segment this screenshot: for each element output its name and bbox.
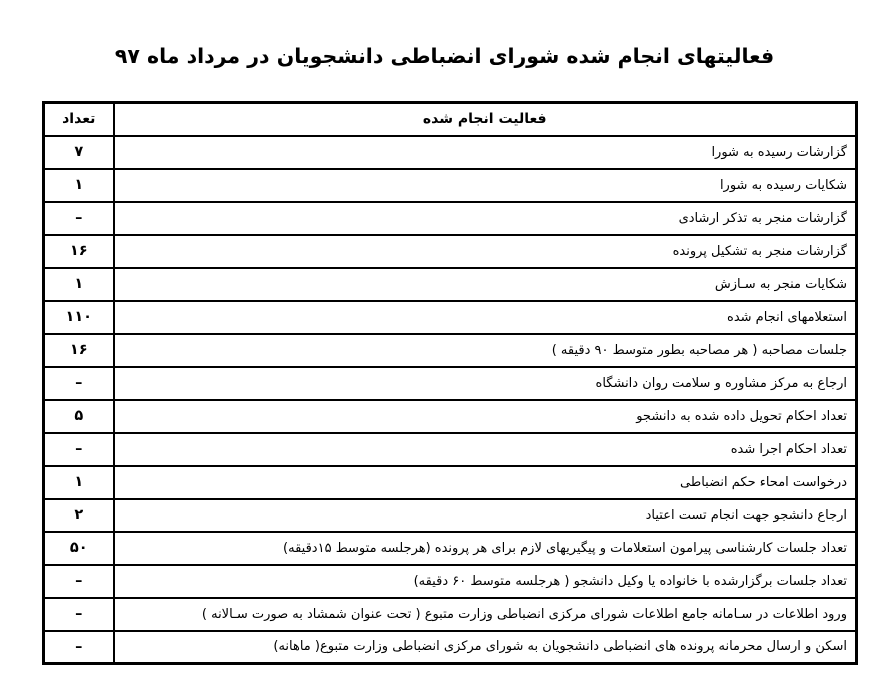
- activity-cell: اسکن و ارسال محرمانه پرونده های انضباطی دانشجویان به شورای مرکزی انضباطی وزارت متبوع( ماهانه): [114, 631, 857, 664]
- table-row: [44, 367, 857, 400]
- activity-cell: تعداد احکام تحویل داده شده به دانشجو: [114, 400, 857, 433]
- table-row: [44, 202, 857, 235]
- activity-cell: جلسات مصاحبه ( هر مصاحبه بطور متوسط ۹۰ دقیقه ): [114, 334, 857, 367]
- table-row: [44, 598, 857, 631]
- table-row: [44, 136, 857, 169]
- count-cell: –: [44, 433, 114, 466]
- activity-cell: درخواست امحاء حکم انضباطی: [114, 466, 857, 499]
- table-row: [44, 400, 857, 433]
- table-row: [44, 301, 857, 334]
- table-row: [44, 169, 857, 202]
- table-row: [44, 466, 857, 499]
- table-header-row: [44, 103, 857, 136]
- count-cell: ۱: [44, 169, 114, 202]
- count-cell: ۲: [44, 499, 114, 532]
- table-row: [44, 268, 857, 301]
- activity-cell: شکایات رسیده به شورا: [114, 169, 857, 202]
- page-title: فعالیتهای انجام شده شورای انضباطی دانشجویان در مرداد ماه ۹۷: [114, 44, 775, 68]
- count-cell: ۱۶: [44, 235, 114, 268]
- count-cell: ۱: [44, 466, 114, 499]
- activity-cell: شکایات منجر به سـازش: [114, 268, 857, 301]
- activity-cell: گزارشات منجر به تشکیل پرونده: [114, 235, 857, 268]
- count-cell: ۱۶: [44, 334, 114, 367]
- activity-cell: تعداد احکام اجرا شده: [114, 433, 857, 466]
- count-cell: ۵۰: [44, 532, 114, 565]
- activity-cell: ارجاع دانشجو جهت انجام تست اعتیاد: [114, 499, 857, 532]
- count-cell: –: [44, 202, 114, 235]
- activity-cell: تعداد جلسات کارشناسی پیرامون استعلامات و پیگیریهای لازم برای هر پرونده (هرجلسه متوسط ۱۵دقیقه): [114, 532, 857, 565]
- table-row: [44, 499, 857, 532]
- count-cell: ۱: [44, 268, 114, 301]
- table-row: [44, 532, 857, 565]
- activity-cell: تعداد جلسات برگزارشده با خانواده یا وکیل دانشجو ( هرجلسه متوسط ۶۰ دقیقه): [114, 565, 857, 598]
- table-row: [44, 334, 857, 367]
- activity-cell: ورود اطلاعات در سـامانه جامع اطلاعات شورای مرکزی انضباطی وزارت متبوع ( تحت عنوان شمشاد به صورت سـالانه ): [114, 598, 857, 631]
- activities-table: [42, 101, 858, 665]
- count-column-header: تعداد: [44, 103, 114, 136]
- table-row: [44, 631, 857, 664]
- count-cell: ۷: [44, 136, 114, 169]
- table-row: [44, 565, 857, 598]
- count-cell: –: [44, 631, 114, 664]
- table-row: [44, 433, 857, 466]
- activity-cell: استعلامهای انجام شده: [114, 301, 857, 334]
- count-cell: –: [44, 565, 114, 598]
- count-cell: –: [44, 598, 114, 631]
- activity-cell: گزارشات رسیده به شورا: [114, 136, 857, 169]
- table-row: [44, 235, 857, 268]
- count-cell: ۱۱۰: [44, 301, 114, 334]
- count-cell: ۵: [44, 400, 114, 433]
- count-cell: –: [44, 367, 114, 400]
- activity-cell: ارجاع به مرکز مشاوره و سلامت روان دانشگاه: [114, 367, 857, 400]
- activity-cell: گزارشات منجر به تذکر ارشادی: [114, 202, 857, 235]
- activity-column-header: فعالیت انجام شده: [114, 103, 857, 136]
- activities-table-container: [42, 101, 858, 665]
